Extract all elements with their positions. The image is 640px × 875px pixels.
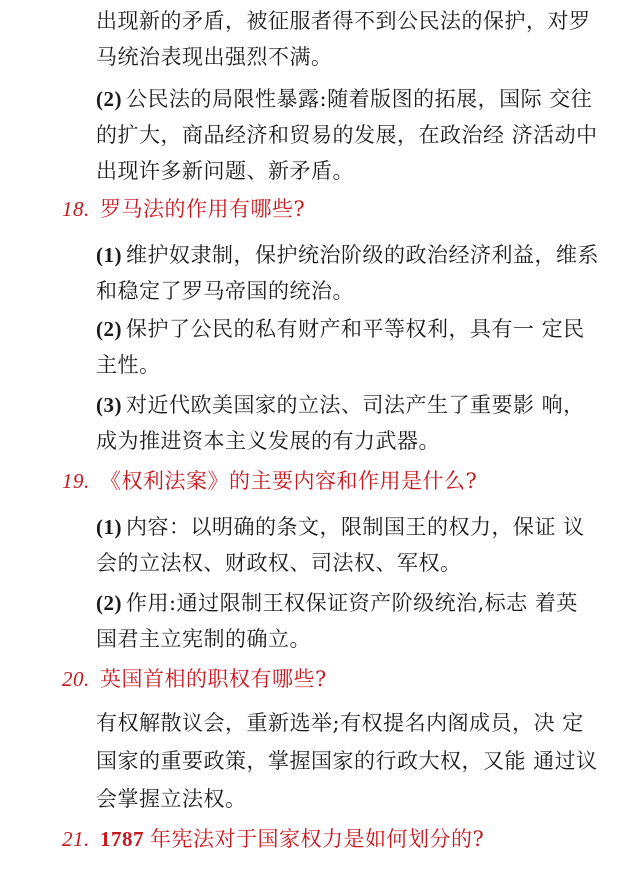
- line-text: 主性。: [96, 353, 161, 377]
- question-number: 20.: [62, 667, 90, 691]
- line-text: 出现新的矛盾，被征服者得不到公民法的保护，对罗: [96, 9, 591, 33]
- text-line: [96, 624, 311, 654]
- question-20: [62, 664, 327, 694]
- item-marker: (2): [96, 87, 122, 111]
- question-text: 罗马法的作用有哪些?: [100, 197, 306, 221]
- text-line: [96, 548, 462, 578]
- line-text: 内容：以明确的条文，限制国王的权力，保证 议: [126, 515, 585, 539]
- answer-item-2: [96, 84, 592, 114]
- text-line: [96, 156, 354, 186]
- question-number: 19.: [62, 469, 90, 493]
- line-text: 会的立法权、财政权、司法权、军权。: [96, 551, 462, 575]
- line-text: 维护奴隶制，保护统治阶级的政治经济利益，维系: [126, 243, 599, 267]
- question-text: 《权利法案》的主要内容和作用是什么?: [100, 469, 478, 493]
- question-number: 21.: [62, 827, 90, 851]
- line-text: 和稳定了罗马帝国的统治。: [96, 279, 354, 303]
- line-text: 国家的重要政策，掌握国家的行政大权，又能 通过议: [96, 749, 598, 773]
- question-19: [62, 466, 477, 496]
- line-text: 国君主立宪制的确立。: [96, 627, 311, 651]
- text-line: [96, 784, 247, 814]
- item-marker: (1): [96, 243, 122, 267]
- text-line: [96, 42, 333, 72]
- text-line: [96, 746, 598, 776]
- line-text: 保护了公民的私有财产和平等权利，具有一 定民: [126, 317, 585, 341]
- line-text: 有权解散议会，重新选举;有权提名内阁成员，决 定: [96, 711, 584, 735]
- line-text: 作用:通过限制王权保证资产阶级统治,标志 着英: [126, 591, 578, 615]
- text-line: [96, 426, 440, 456]
- question-number: 18.: [62, 197, 90, 221]
- answer-item-2: [96, 314, 585, 344]
- line-text: 对近代欧美国家的立法、司法产生了重要影 响，: [126, 393, 585, 417]
- answer-item-2: [96, 588, 578, 618]
- line-text: 公民法的局限性暴露:随着版图的拓展，国际 交往: [126, 87, 593, 111]
- line-text: 出现许多新问题、新矛盾。: [96, 159, 354, 183]
- item-marker: (2): [96, 317, 122, 341]
- line-text: 马统治表现出强烈不满。: [96, 45, 333, 69]
- text-line: [96, 120, 598, 150]
- item-marker: (2): [96, 591, 122, 615]
- question-text: 英国首相的职权有哪些?: [100, 667, 327, 691]
- answer-item-1: [96, 512, 585, 542]
- question-year: 1787: [100, 827, 144, 851]
- line-text: 会掌握立法权。: [96, 787, 247, 811]
- line-text: 的扩大，商品经济和贸易的发展，在政治经 济活动中: [96, 123, 598, 147]
- line-text: 成为推进资本主义发展的有力武器。: [96, 429, 440, 453]
- answer-item-1: [96, 240, 599, 270]
- answer-item-3: [96, 390, 585, 420]
- text-line: [96, 6, 591, 36]
- question-21: [62, 824, 484, 854]
- question-18: [62, 194, 305, 224]
- text-line: [96, 708, 584, 738]
- item-marker: (3): [96, 393, 122, 417]
- item-marker: (1): [96, 515, 122, 539]
- text-line: [96, 350, 161, 380]
- text-line: [96, 276, 354, 306]
- question-text: 年宪法对于国家权力是如何划分的?: [150, 827, 485, 851]
